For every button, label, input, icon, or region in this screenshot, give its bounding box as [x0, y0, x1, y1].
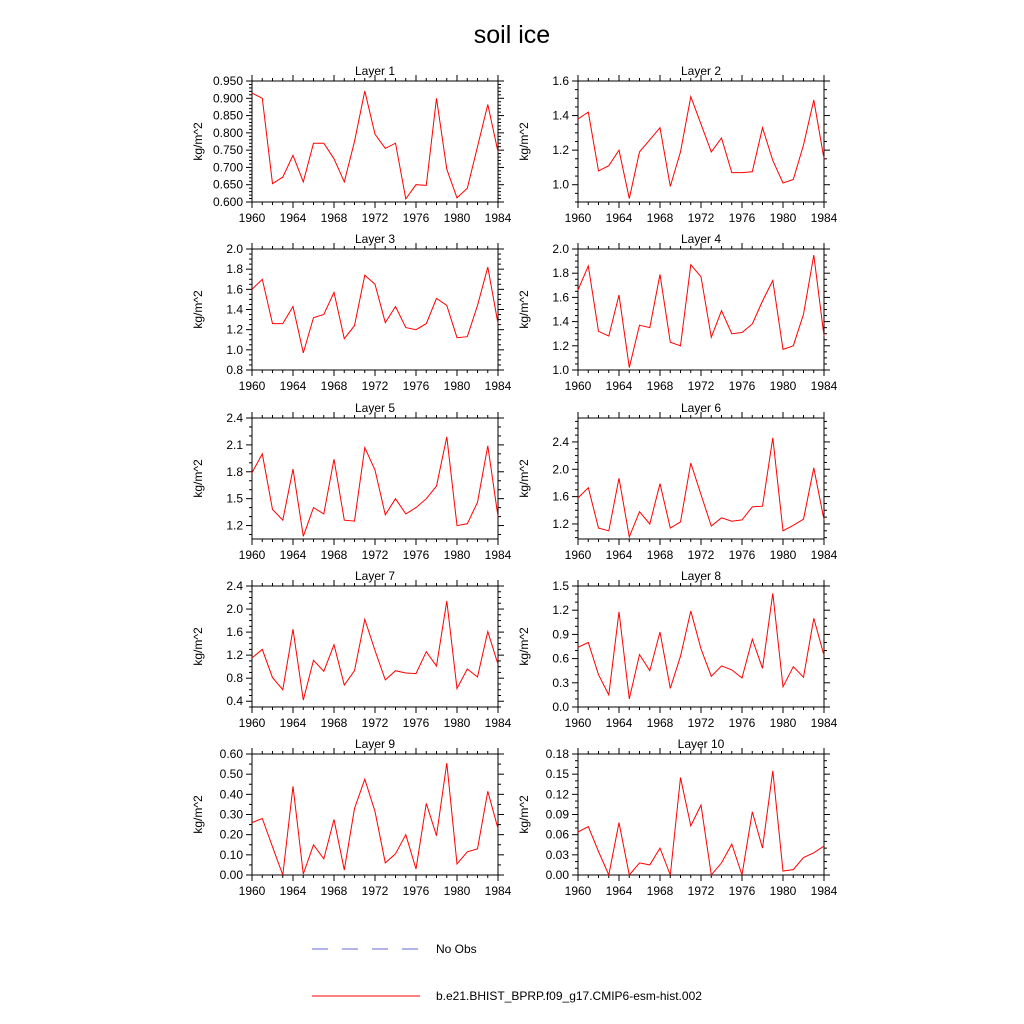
layer-3-title: Layer 3	[354, 232, 396, 246]
layer-6-ytick-label: 2.4	[552, 434, 569, 449]
layer-10-ytick-label: 0.09	[545, 807, 569, 822]
layer-10-series-line	[578, 771, 824, 875]
layer-4-xtick-label: 1984	[810, 379, 838, 393]
layer-10-ytick-label: 0.03	[545, 847, 569, 862]
layer-6-ytick-label: 2.0	[552, 462, 569, 477]
layer-9-panel	[191, 737, 512, 898]
legend-obs-label: No Obs	[436, 942, 477, 956]
layer-3-xtick-label: 1980	[443, 379, 471, 393]
layer-6-ytick-label: 1.6	[552, 489, 569, 504]
layer-9-xtick-label: 1964	[279, 884, 307, 898]
layer-5-ytick-label: 1.8	[226, 464, 243, 479]
layer-7-xtick-label: 1976	[402, 716, 430, 730]
layer-2-panel	[517, 64, 838, 225]
layer-9-xtick-label: 1968	[320, 884, 348, 898]
layer-9-ytick-label: 0.00	[219, 868, 243, 882]
layer-4-series-line	[578, 255, 824, 368]
layer-2-xtick-label: 1980	[769, 211, 797, 225]
layer-1-ytick-label: 0.700	[212, 160, 243, 175]
layer-4-ytick-label: 1.8	[552, 266, 569, 281]
layer-1-series-line	[252, 91, 498, 199]
layer-8-xtick-label: 1980	[769, 716, 797, 730]
layer-2-xtick-label: 1984	[810, 211, 838, 225]
layer-8-xtick-label: 1972	[687, 716, 715, 730]
layer-10-xtick-label: 1976	[728, 884, 756, 898]
layer-3-panel	[191, 232, 512, 393]
layer-3-series-line	[252, 267, 498, 353]
layer-4-xtick-label: 1960	[564, 379, 592, 393]
layer-7-ytick-label: 0.4	[226, 694, 243, 709]
layer-10-ytick-label: 0.18	[545, 747, 569, 761]
layer-2-ytick-label: 1.0	[552, 177, 569, 192]
layer-10-ytick-label: 0.15	[545, 767, 569, 782]
layer-3-ytick-label: 1.4	[226, 302, 243, 317]
layer-1-ytick-label: 0.650	[212, 177, 243, 192]
layer-9-xtick-label: 1984	[484, 884, 512, 898]
layer-8-series-line	[578, 593, 824, 699]
layer-3-ylabel: kg/m^2	[191, 290, 205, 329]
layer-4-ytick-label: 1.0	[552, 363, 569, 377]
layer-1-frame	[252, 81, 498, 202]
layer-9-ytick-label: 0.40	[219, 787, 243, 802]
layer-5-ytick-label: 2.4	[226, 411, 243, 425]
layer-10-ytick-label: 0.12	[545, 787, 569, 802]
layer-4-xtick-label: 1972	[687, 379, 715, 393]
layer-4-xtick-label: 1968	[646, 379, 674, 393]
layer-5-series-line	[252, 437, 498, 537]
layer-10-ylabel: kg/m^2	[517, 795, 531, 834]
layer-5-xtick-label: 1964	[279, 548, 307, 562]
layer-4-title: Layer 4	[680, 232, 722, 246]
layer-9-title: Layer 9	[354, 737, 396, 751]
layer-8-ytick-label: 1.2	[552, 603, 569, 618]
layer-7-ytick-label: 2.0	[226, 602, 243, 617]
layer-7-xtick-label: 1964	[279, 716, 307, 730]
layer-9-ylabel: kg/m^2	[191, 795, 205, 834]
layer-10-panel	[517, 737, 838, 898]
layer-3-ytick-label: 1.2	[226, 322, 243, 337]
layer-7-xtick-label: 1968	[320, 716, 348, 730]
layer-5-ytick-label: 1.5	[226, 491, 243, 506]
layer-8-xtick-label: 1960	[564, 716, 592, 730]
layer-6-frame	[578, 418, 824, 539]
layer-2-xtick-label: 1964	[605, 211, 633, 225]
layer-7-xtick-label: 1972	[361, 716, 389, 730]
layer-5-ytick-label: 2.1	[226, 437, 243, 452]
layer-8-ytick-label: 0.9	[552, 627, 569, 642]
layer-1-ytick-label: 0.900	[212, 91, 243, 106]
layer-2-xtick-label: 1972	[687, 211, 715, 225]
layer-7-xtick-label: 1980	[443, 716, 471, 730]
layer-5-panel	[191, 401, 512, 562]
layer-8-ytick-label: 0.6	[552, 651, 569, 666]
layer-8-ylabel: kg/m^2	[517, 627, 531, 666]
layer-5-xtick-label: 1980	[443, 548, 471, 562]
layer-1-ytick-label: 0.750	[212, 143, 243, 158]
figure-title: soil ice	[473, 21, 551, 49]
layer-10-xtick-label: 1972	[687, 884, 715, 898]
layer-3-ytick-label: 2.0	[226, 242, 243, 256]
layer-9-xtick-label: 1972	[361, 884, 389, 898]
layer-5-xtick-label: 1968	[320, 548, 348, 562]
layer-5-ytick-label: 1.2	[226, 518, 243, 533]
layer-10-xtick-label: 1984	[810, 884, 838, 898]
panels	[191, 64, 838, 898]
layer-1-xtick-label: 1960	[238, 211, 266, 225]
layer-4-ylabel: kg/m^2	[517, 290, 531, 329]
layer-6-xtick-label: 1968	[646, 548, 674, 562]
layer-8-title: Layer 8	[680, 569, 722, 583]
layer-6-xtick-label: 1964	[605, 548, 633, 562]
layer-7-xtick-label: 1984	[484, 716, 512, 730]
layer-9-ytick-label: 0.20	[219, 827, 243, 842]
layer-4-panel	[517, 232, 838, 393]
layer-10-xtick-label: 1960	[564, 884, 592, 898]
layer-1-xtick-label: 1980	[443, 211, 471, 225]
layer-6-panel	[517, 401, 838, 562]
layer-1-panel	[191, 64, 512, 225]
layer-4-ytick-label: 2.0	[552, 242, 569, 256]
layer-3-frame	[252, 249, 498, 370]
layer-10-ytick-label: 0.06	[545, 827, 569, 842]
layer-4-xtick-label: 1964	[605, 379, 633, 393]
layer-9-frame	[252, 754, 498, 875]
layer-5-title: Layer 5	[354, 401, 396, 415]
layer-3-ytick-label: 1.0	[226, 342, 243, 357]
layer-7-ytick-label: 2.4	[226, 579, 243, 593]
layer-2-xtick-label: 1968	[646, 211, 674, 225]
layer-1-ylabel: kg/m^2	[191, 122, 205, 161]
layer-10-title: Layer 10	[677, 737, 725, 751]
layer-9-ytick-label: 0.50	[219, 767, 243, 782]
layer-1-ytick-label: 0.850	[212, 108, 243, 123]
layer-9-ytick-label: 0.60	[219, 747, 243, 761]
layer-5-xtick-label: 1972	[361, 548, 389, 562]
layer-6-ylabel: kg/m^2	[517, 459, 531, 498]
layer-4-ytick-label: 1.6	[552, 290, 569, 305]
layer-9-xtick-label: 1976	[402, 884, 430, 898]
layer-2-ytick-label: 1.4	[552, 108, 569, 123]
layer-6-xtick-label: 1960	[564, 548, 592, 562]
layer-7-panel	[191, 569, 512, 730]
layer-9-xtick-label: 1960	[238, 884, 266, 898]
layer-3-ytick-label: 1.6	[226, 282, 243, 297]
layer-8-xtick-label: 1964	[605, 716, 633, 730]
layer-4-xtick-label: 1980	[769, 379, 797, 393]
layer-7-title: Layer 7	[354, 569, 396, 583]
layer-6-xtick-label: 1976	[728, 548, 756, 562]
layer-1-title: Layer 1	[354, 64, 396, 78]
layer-7-series-line	[252, 601, 498, 700]
layer-4-xtick-label: 1976	[728, 379, 756, 393]
layer-7-ytick-label: 1.2	[226, 648, 243, 663]
layer-2-frame	[578, 81, 824, 202]
layer-8-xtick-label: 1976	[728, 716, 756, 730]
layer-6-xtick-label: 1980	[769, 548, 797, 562]
layer-8-ytick-label: 0.3	[552, 675, 569, 690]
layer-10-xtick-label: 1968	[646, 884, 674, 898]
layer-6-xtick-label: 1972	[687, 548, 715, 562]
layer-6-xtick-label: 1984	[810, 548, 838, 562]
layer-2-series-line	[578, 97, 824, 199]
layer-2-title: Layer 2	[680, 64, 722, 78]
layer-6-title: Layer 6	[680, 401, 722, 415]
layer-9-xtick-label: 1980	[443, 884, 471, 898]
layer-7-xtick-label: 1960	[238, 716, 266, 730]
layer-8-panel	[517, 569, 838, 730]
layer-3-xtick-label: 1984	[484, 379, 512, 393]
layer-3-xtick-label: 1960	[238, 379, 266, 393]
layer-9-ytick-label: 0.10	[219, 847, 243, 862]
layer-1-xtick-label: 1964	[279, 211, 307, 225]
layer-10-xtick-label: 1980	[769, 884, 797, 898]
layer-5-xtick-label: 1976	[402, 548, 430, 562]
layer-3-xtick-label: 1964	[279, 379, 307, 393]
layer-8-xtick-label: 1984	[810, 716, 838, 730]
layer-2-xtick-label: 1976	[728, 211, 756, 225]
layer-6-ytick-label: 1.2	[552, 516, 569, 531]
layer-3-xtick-label: 1968	[320, 379, 348, 393]
layer-1-xtick-label: 1976	[402, 211, 430, 225]
layer-1-xtick-label: 1984	[484, 211, 512, 225]
layer-10-frame	[578, 754, 824, 875]
layer-2-ytick-label: 1.2	[552, 143, 569, 158]
layer-3-xtick-label: 1972	[361, 379, 389, 393]
legend-model-label: b.e21.BHIST_BPRP.f09_g17.CMIP6-esm-hist.002	[436, 989, 702, 1003]
layer-3-ytick-label: 0.8	[226, 363, 243, 377]
layer-1-ytick-label: 0.600	[212, 195, 243, 209]
layer-7-frame	[252, 586, 498, 707]
layer-3-ytick-label: 1.8	[226, 262, 243, 277]
layer-2-xtick-label: 1960	[564, 211, 592, 225]
layer-4-ytick-label: 1.4	[552, 314, 569, 329]
layer-9-series-line	[252, 763, 498, 875]
layer-7-ytick-label: 1.6	[226, 625, 243, 640]
layer-5-frame	[252, 418, 498, 539]
layer-8-xtick-label: 1968	[646, 716, 674, 730]
layer-2-ylabel: kg/m^2	[517, 122, 531, 161]
layer-5-xtick-label: 1960	[238, 548, 266, 562]
layer-4-ytick-label: 1.2	[552, 338, 569, 353]
layer-6-series-line	[578, 438, 824, 537]
layer-1-xtick-label: 1968	[320, 211, 348, 225]
layer-10-xtick-label: 1964	[605, 884, 633, 898]
layer-7-ylabel: kg/m^2	[191, 627, 205, 666]
layer-9-ytick-label: 0.30	[219, 807, 243, 822]
layer-2-ytick-label: 1.6	[552, 74, 569, 88]
layer-10-ytick-label: 0.00	[545, 868, 569, 882]
legend	[312, 942, 702, 1003]
layer-8-ytick-label: 1.5	[552, 579, 569, 593]
layer-5-ylabel: kg/m^2	[191, 459, 205, 498]
layer-7-ytick-label: 0.8	[226, 671, 243, 686]
layer-1-ytick-label: 0.950	[212, 74, 243, 88]
layer-5-xtick-label: 1984	[484, 548, 512, 562]
layer-1-ytick-label: 0.800	[212, 125, 243, 140]
layer-8-ytick-label: 0.0	[552, 700, 569, 714]
layer-1-xtick-label: 1972	[361, 211, 389, 225]
layer-3-xtick-label: 1976	[402, 379, 430, 393]
